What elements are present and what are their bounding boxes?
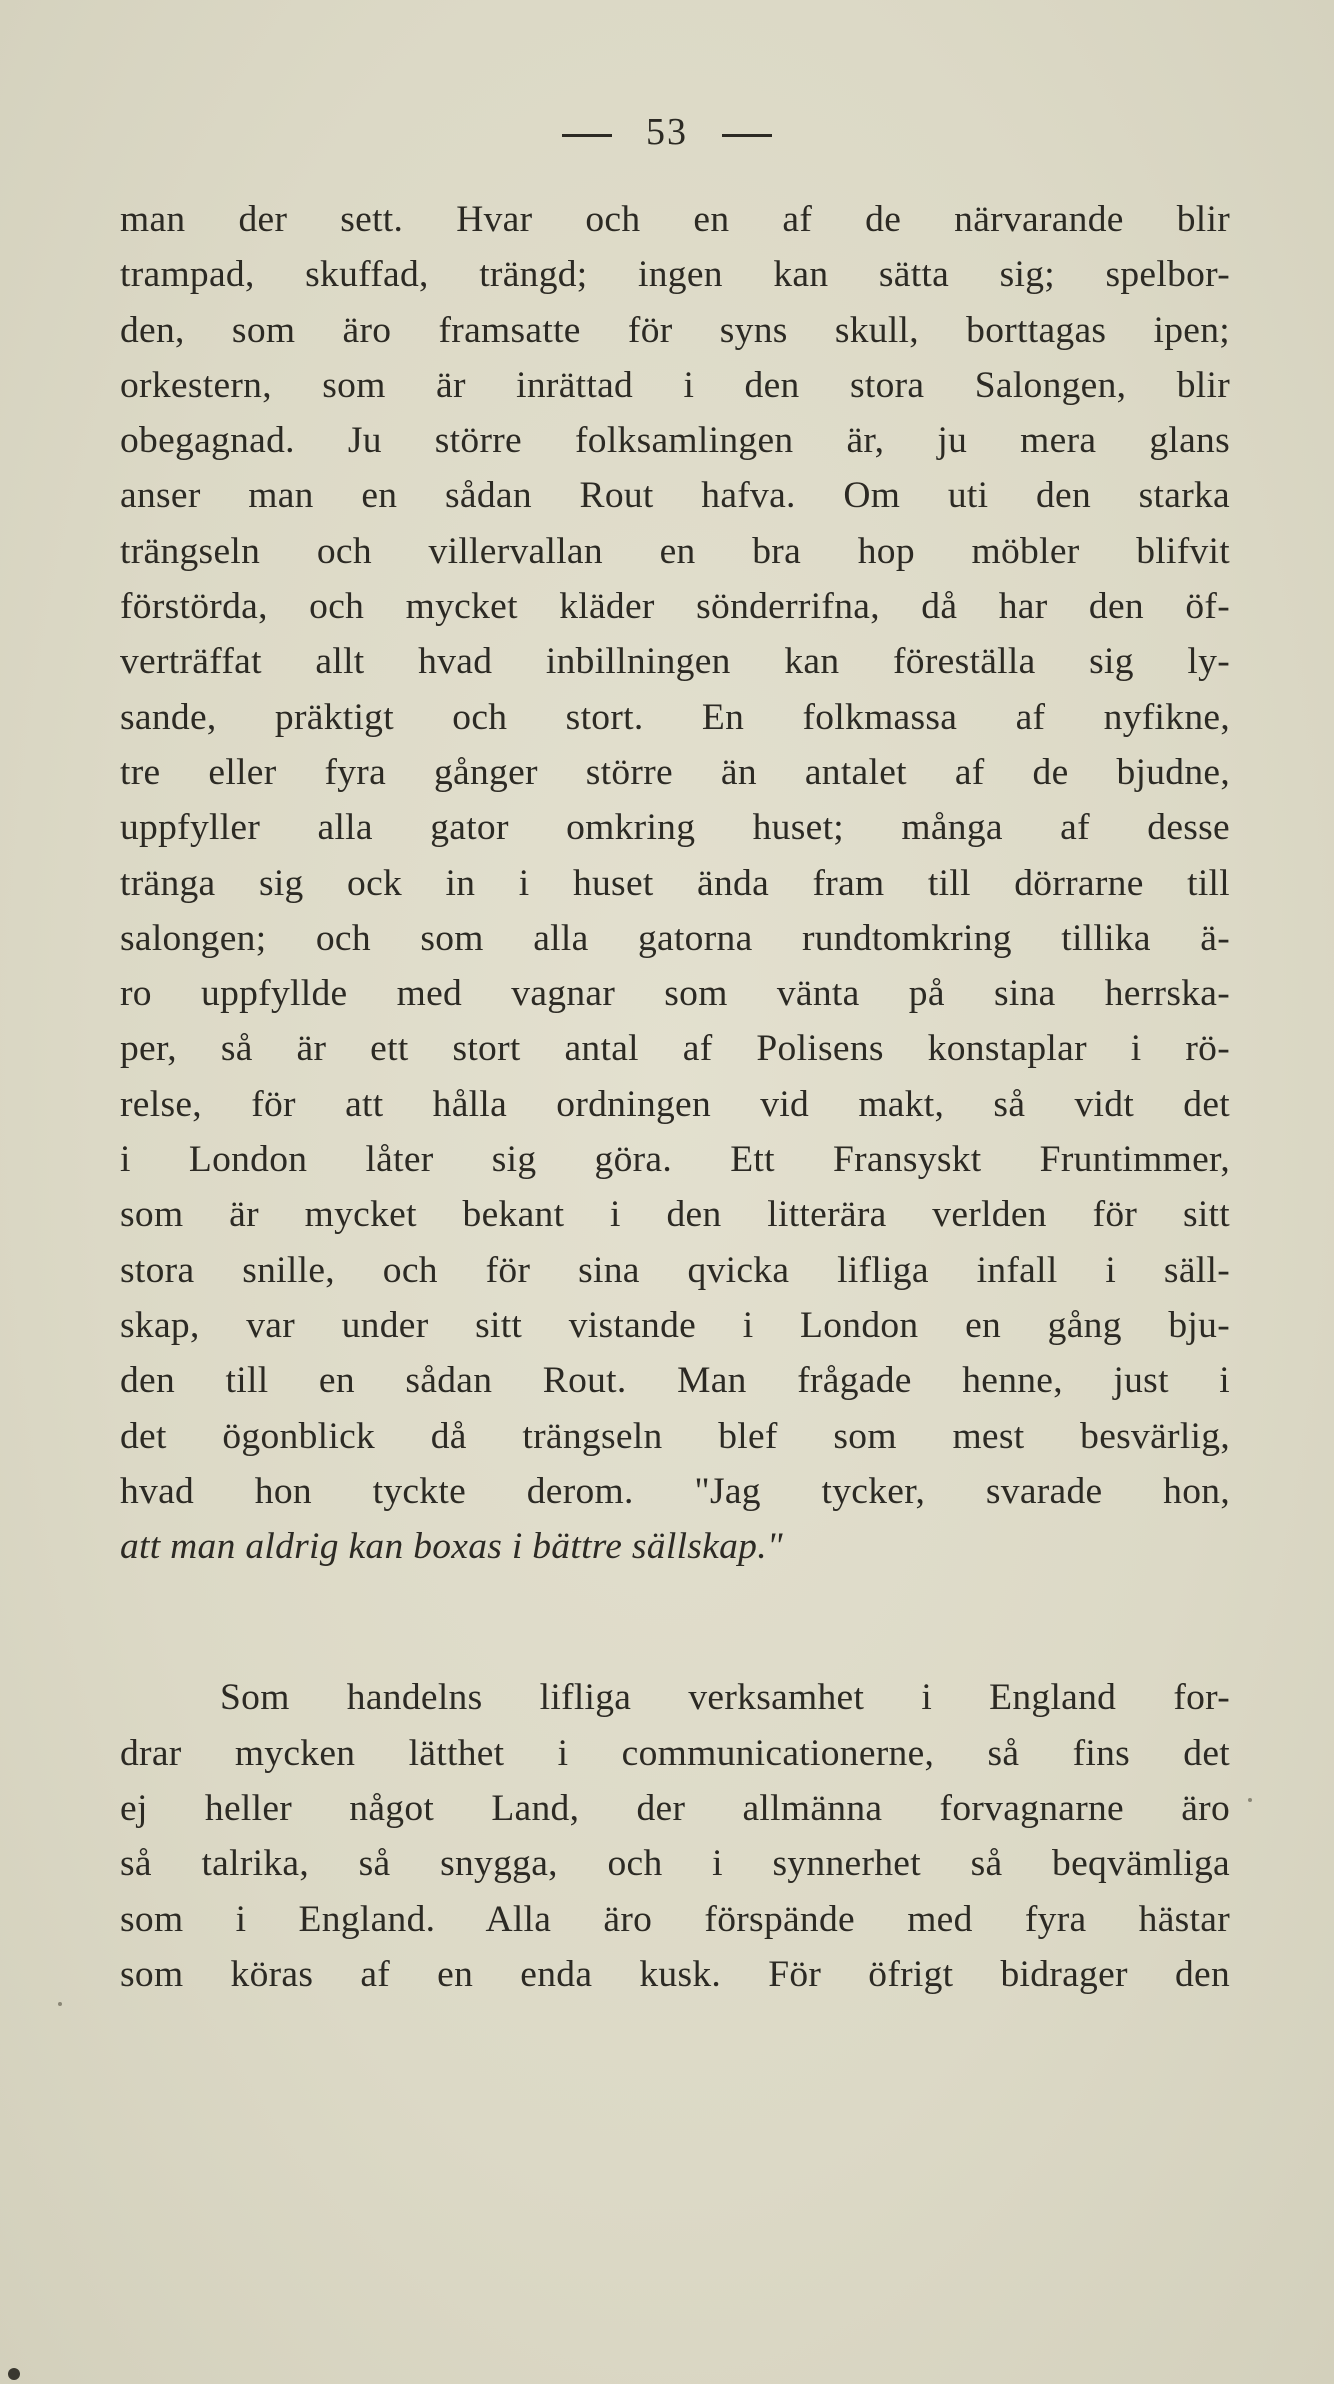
- text-line: orkestern, som är inrättad i den stora Salongen, blir: [120, 364, 1230, 406]
- header-dash-left: [562, 134, 612, 137]
- text-line: hvad hon tyckte derom. "Jag tycker, svarade hon,: [120, 1470, 1230, 1512]
- text-line: tränga sig ock in i huset ända fram till dörrarne till: [120, 862, 1230, 904]
- text-line: ej heller något Land, der allmänna forvagnarne äro: [120, 1788, 1230, 1830]
- body-text: [120, 192, 1230, 2002]
- text-line: den, som äro framsatte för syns skull, borttagas ipen;: [120, 309, 1230, 351]
- text-line: trängseln och villervallan en bra hop möbler blifvit: [120, 530, 1230, 572]
- text-line: relse, för att hålla ordningen vid makt, så vidt det: [120, 1083, 1230, 1125]
- text-line: uppfyller alla gator omkring huset; många af desse: [120, 807, 1230, 849]
- text-line: salongen; och som alla gatorna rundtomkring tillika ä-: [120, 917, 1230, 959]
- paper-speck: [58, 2002, 62, 2006]
- text-line: trampad, skuffad, trängd; ingen kan sätta sig; spelbor-: [120, 254, 1230, 296]
- text-line: ro uppfyllde med vagnar som vänta på sina herrska-: [120, 973, 1230, 1015]
- text-line: drar mycken lätthet i communicationerne, så fins det: [120, 1732, 1230, 1774]
- text-line: skap, var under sitt vistande i London en gång bju-: [120, 1304, 1230, 1346]
- text-line: den till en sådan Rout. Man frågade henne, just i: [120, 1360, 1230, 1402]
- text-line: per, så är ett stort antal af Polisens konstaplar i rö-: [120, 1028, 1230, 1070]
- text-line: Som handelns lifliga verksamhet i England for-: [220, 1677, 1230, 1719]
- text-line: som är mycket bekant i den litterära verlden för sitt: [120, 1194, 1230, 1236]
- paper-speck: [1248, 1798, 1252, 1802]
- paper-speck: [8, 2368, 20, 2380]
- text-line: så talrika, så snygga, och i synnerhet så beqvämliga: [120, 1843, 1230, 1885]
- text-line: förstörda, och mycket kläder sönderrifna, då har den öf-: [120, 586, 1230, 628]
- text-line: det ögonblick då trängseln blef som mest besvärlig,: [120, 1415, 1230, 1457]
- page-number: 53: [646, 111, 688, 153]
- text-line: sande, präktigt och stort. En folkmassa af nyfikne,: [120, 696, 1230, 738]
- text-line: verträffat allt hvad inbillningen kan föreställa sig ly-: [120, 641, 1230, 683]
- text-line: i London låter sig göra. Ett Fransyskt Fruntimmer,: [120, 1139, 1230, 1181]
- text-line: obegagnad. Ju större folksamlingen är, ju mera glans: [120, 420, 1230, 462]
- page-header: [0, 110, 1334, 154]
- text-line: som i England. Alla äro förspände med fyra hästar: [120, 1898, 1230, 1940]
- header-dash-right: [722, 134, 772, 137]
- text-line: som köras af en enda kusk. För öfrigt bidrager den: [120, 1953, 1230, 1995]
- paragraph-gap: [120, 1574, 1230, 1670]
- text-line-italic: att man aldrig kan boxas i bättre sällskap.": [120, 1526, 783, 1568]
- text-line: stora snille, och för sina qvicka lifliga infall i säll-: [120, 1249, 1230, 1291]
- text-line: tre eller fyra gånger större än antalet af de bjudne,: [120, 751, 1230, 793]
- text-line: man der sett. Hvar och en af de närvarande blir: [120, 199, 1230, 240]
- text-line: anser man en sådan Rout hafva. Om uti den starka: [120, 475, 1230, 517]
